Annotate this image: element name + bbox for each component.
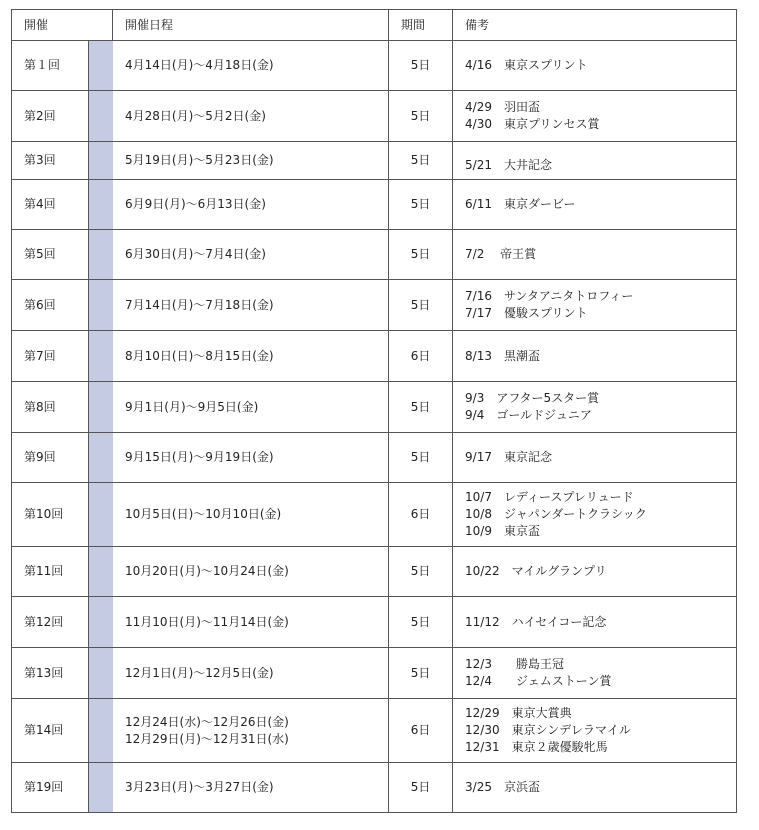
- nittei-line: 7月14日(月)～7月18日(金): [125, 297, 274, 312]
- biko-line: 3/25 京浜盃: [465, 780, 540, 794]
- table-row: [12, 547, 737, 597]
- kikan-cell: 5日: [389, 382, 453, 433]
- table-row: [12, 597, 737, 648]
- nittei-line: 11月10日(月)～11月14日(金): [125, 614, 289, 629]
- table-row: [12, 280, 737, 331]
- kikan-cell: 6日: [389, 483, 453, 547]
- nittei-cell: [113, 648, 389, 699]
- biko-line: 7/17 優駿スプリント: [465, 306, 588, 320]
- table-row: [12, 699, 737, 763]
- accent-bar: [89, 41, 113, 91]
- biko-line: 10/22 マイルグランプリ: [465, 564, 607, 578]
- header-nittei: 開催日程: [113, 10, 389, 41]
- kikan-cell: 5日: [389, 763, 453, 813]
- biko-line: 4/29 羽田盃: [465, 100, 540, 114]
- accent-bar: [89, 280, 113, 331]
- nittei-line: 12月29日(月)～12月31日(水): [125, 731, 289, 746]
- header-kikan: 期間: [389, 10, 453, 41]
- biko-line: 12/31 東京２歳優駿牝馬: [465, 740, 608, 754]
- nittei-line: 12月1日(月)～12月5日(金): [125, 665, 274, 680]
- accent-bar: [89, 648, 113, 699]
- nittei-line: 3月23日(月)～3月27日(金): [125, 780, 274, 794]
- biko-cell: [453, 142, 737, 180]
- kaisai-cell: 第9回: [12, 433, 89, 483]
- nittei-cell: [113, 547, 389, 597]
- biko-cell: [453, 280, 737, 331]
- nittei-cell: [113, 280, 389, 331]
- kaisai-cell: 第3回: [12, 142, 89, 180]
- biko-cell: [453, 91, 737, 142]
- biko-line: 10/7 レディースプレリュード: [465, 490, 634, 504]
- kaisai-cell: 第4回: [12, 180, 89, 230]
- header-biko: 備考: [453, 10, 737, 41]
- nittei-cell: [113, 699, 389, 763]
- nittei-line: 10月5日(日)～10月10日(金): [125, 507, 282, 521]
- biko-line: 5/21 大井記念: [465, 158, 552, 172]
- kaisai-cell: 第10回: [12, 483, 89, 547]
- biko-line: 4/16 東京スプリント: [465, 58, 588, 72]
- schedule-table: [11, 9, 737, 813]
- biko-line: 12/30 東京シンデレラマイル: [465, 723, 631, 737]
- accent-bar: [89, 483, 113, 547]
- biko-cell: [453, 433, 737, 483]
- biko-line: 7/2 帝王賞: [465, 247, 537, 261]
- header-kaisai: 開催: [12, 10, 113, 41]
- table-row: [12, 382, 737, 433]
- nittei-line: 12月24日(水)～12月26日(金): [125, 714, 289, 729]
- biko-line: 9/4 ゴールドジュニア: [465, 408, 592, 422]
- header-row: [12, 10, 737, 41]
- accent-bar: [89, 433, 113, 483]
- biko-cell: [453, 597, 737, 648]
- kaisai-cell: 第14回: [12, 699, 89, 763]
- biko-line: 8/13 黒潮盃: [465, 348, 540, 363]
- biko-cell: [453, 382, 737, 433]
- accent-bar: [89, 597, 113, 648]
- kikan-cell: 5日: [389, 547, 453, 597]
- nittei-cell: [113, 142, 389, 180]
- nittei-cell: [113, 597, 389, 648]
- biko-line: 4/30 東京プリンセス賞: [465, 117, 600, 131]
- kaisai-cell: 第8回: [12, 382, 89, 433]
- kaisai-cell: 第19回: [12, 763, 89, 813]
- kikan-cell: 6日: [389, 331, 453, 382]
- nittei-cell: [113, 483, 389, 547]
- biko-cell: [453, 41, 737, 91]
- biko-cell: [453, 483, 737, 547]
- kikan-cell: 5日: [389, 280, 453, 331]
- table-row: [12, 41, 737, 91]
- accent-bar: [89, 699, 113, 763]
- table-row: [12, 331, 737, 382]
- kaisai-cell: 第11回: [12, 547, 89, 597]
- biko-line: 12/4 ジェムストーン賞: [465, 674, 612, 688]
- kikan-cell: 5日: [389, 91, 453, 142]
- nittei-line: 4月14日(月)～4月18日(金): [125, 58, 274, 72]
- biko-line: 11/12 ハイセイコー記念: [465, 614, 607, 629]
- nittei-line: 4月28日(月)～5月2日(金): [125, 108, 266, 123]
- nittei-line: 8月10日(日)～8月15日(金): [125, 348, 274, 363]
- table-row: [12, 433, 737, 483]
- nittei-line: 5月19日(月)～5月23日(金): [125, 153, 274, 167]
- biko-line: 9/17 東京記念: [465, 450, 552, 464]
- kaisai-cell: 第１回: [12, 41, 89, 91]
- table-row: [12, 142, 737, 180]
- accent-bar: [89, 331, 113, 382]
- accent-bar: [89, 180, 113, 230]
- kikan-cell: 5日: [389, 142, 453, 180]
- biko-cell: [453, 331, 737, 382]
- biko-cell: [453, 180, 737, 230]
- kikan-cell: 5日: [389, 597, 453, 648]
- kaisai-cell: 第5回: [12, 230, 89, 280]
- biko-line: 10/9 東京盃: [465, 524, 540, 538]
- biko-line: 10/8 ジャパンダートクラシック: [465, 507, 647, 521]
- biko-cell: [453, 230, 737, 280]
- accent-bar: [89, 142, 113, 180]
- nittei-cell: [113, 763, 389, 813]
- kikan-cell: 6日: [389, 699, 453, 763]
- nittei-cell: [113, 180, 389, 230]
- kaisai-cell: 第6回: [12, 280, 89, 331]
- biko-line: 6/11 東京ダービー: [465, 197, 576, 211]
- accent-bar: [89, 547, 113, 597]
- kaisai-cell: 第7回: [12, 331, 89, 382]
- nittei-line: 9月15日(月)～9月19日(金): [125, 450, 274, 464]
- biko-cell: [453, 547, 737, 597]
- kikan-cell: 5日: [389, 648, 453, 699]
- kaisai-cell: 第2回: [12, 91, 89, 142]
- nittei-cell: [113, 433, 389, 483]
- table-row: [12, 230, 737, 280]
- nittei-line: 10月20日(月)～10月24日(金): [125, 564, 289, 578]
- nittei-line: 6月30日(月)～7月4日(金): [125, 247, 266, 261]
- nittei-line: 9月1日(月)～9月5日(金): [125, 399, 259, 414]
- nittei-line: 6月9日(月)～6月13日(金): [125, 197, 266, 211]
- accent-bar: [89, 230, 113, 280]
- table-row: [12, 763, 737, 813]
- biko-cell: [453, 648, 737, 699]
- kikan-cell: 5日: [389, 41, 453, 91]
- kikan-cell: 5日: [389, 230, 453, 280]
- table-row: [12, 483, 737, 547]
- nittei-cell: [113, 382, 389, 433]
- accent-bar: [89, 382, 113, 433]
- table-row: [12, 180, 737, 230]
- nittei-cell: [113, 331, 389, 382]
- accent-bar: [89, 763, 113, 813]
- biko-cell: [453, 699, 737, 763]
- biko-line: 12/3 勝島王冠: [465, 657, 564, 671]
- nittei-cell: [113, 41, 389, 91]
- nittei-cell: [113, 230, 389, 280]
- kaisai-cell: 第13回: [12, 648, 89, 699]
- table-row: [12, 91, 737, 142]
- biko-line: 9/3 アフター5スター賞: [465, 391, 600, 405]
- kikan-cell: 5日: [389, 180, 453, 230]
- kikan-cell: 5日: [389, 433, 453, 483]
- kaisai-cell: 第12回: [12, 597, 89, 648]
- biko-line: 7/16 サンタアニタトロフィー: [465, 289, 634, 303]
- biko-cell: [453, 763, 737, 813]
- table-row: [12, 648, 737, 699]
- biko-line: 12/29 東京大賞典: [465, 706, 572, 720]
- nittei-cell: [113, 91, 389, 142]
- accent-bar: [89, 91, 113, 142]
